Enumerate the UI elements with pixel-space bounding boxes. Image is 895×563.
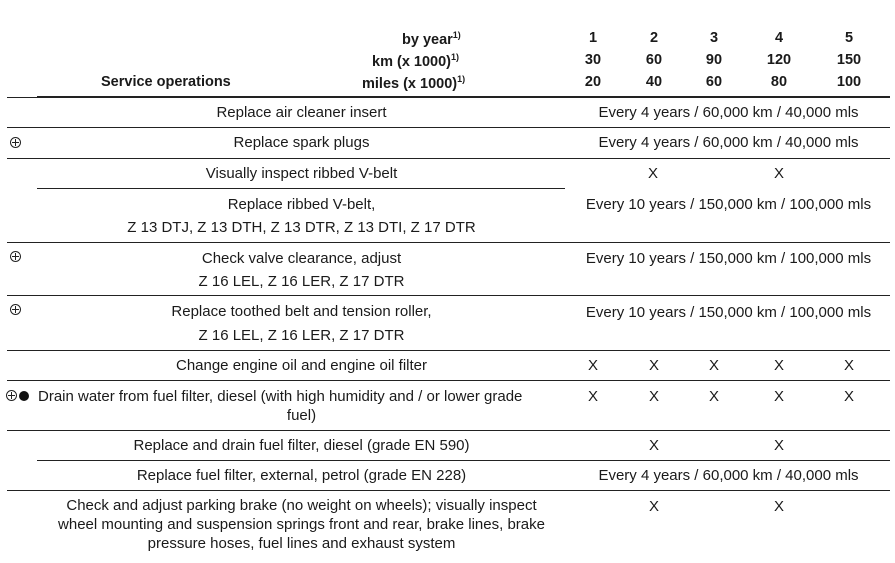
row-divider <box>7 242 890 243</box>
operation-text: Check and adjust parking brake (no weight on wheels); visually inspect <box>66 497 537 514</box>
km-1: 30 <box>584 52 602 68</box>
year-1: 1 <box>588 30 598 46</box>
operation-text: Replace spark plugs <box>233 134 370 151</box>
interval-mark-year-2: X <box>648 498 659 515</box>
miles-4: 80 <box>770 74 788 90</box>
row-divider <box>7 430 890 431</box>
operation-text: Check valve clearance, adjust <box>201 250 402 267</box>
miles-2: 40 <box>645 74 663 90</box>
operation-text: Replace and drain fuel filter, diesel (grade EN 590) <box>133 437 470 454</box>
row-divider <box>7 380 890 381</box>
interval-mark-year-3: X <box>708 357 719 374</box>
operation-text: Drain water from fuel filter, diesel (with high humidity and / or lower grade <box>38 388 523 405</box>
row-divider <box>7 490 890 491</box>
km-2: 60 <box>645 52 663 68</box>
operation-text: Replace ribbed V-belt, <box>227 196 376 213</box>
km-4: 120 <box>766 52 792 68</box>
interval-mark-year-4: X <box>773 437 784 454</box>
interval-mark-year-4: X <box>773 498 784 515</box>
header-rule <box>37 96 890 98</box>
interval-text: Every 10 years / 150,000 km / 100,000 mls <box>585 304 872 321</box>
operation-text: Replace fuel filter, external, petrol (grade EN 228) <box>136 467 467 484</box>
interval-mark-year-4: X <box>773 388 784 405</box>
operation-text: Replace air cleaner insert <box>216 104 387 121</box>
interval-mark-year-5: X <box>843 388 854 405</box>
operation-text: Visually inspect ribbed V-belt <box>205 165 398 182</box>
operation-text: wheel mounting and suspension springs front and rear, brake lines, brake <box>58 516 545 533</box>
operation-text: Z 13 DTJ, Z 13 DTH, Z 13 DTR, Z 13 DTI, Z 17 DTR <box>127 219 476 236</box>
miles-3: 60 <box>705 74 723 90</box>
interval-mark-year-2: X <box>648 357 659 374</box>
row-divider <box>7 350 890 351</box>
maintenance-symbol-icon <box>10 137 21 148</box>
header-by-year: by year$^{1)}$ <box>402 30 461 48</box>
interval-text: Every 4 years / 60,000 km / 40,000 mls <box>598 104 859 121</box>
interval-mark-year-4: X <box>773 165 784 182</box>
year-2: 2 <box>649 30 659 46</box>
interval-text: Every 10 years / 150,000 km / 100,000 mls <box>585 250 872 267</box>
miles-5: 100 <box>836 74 862 90</box>
maintenance-symbol-icon <box>10 304 21 315</box>
row-divider <box>37 188 565 189</box>
km-5: 150 <box>836 52 862 68</box>
year-5: 5 <box>844 30 854 46</box>
interval-mark-year-4: X <box>773 357 784 374</box>
year-4: 4 <box>774 30 784 46</box>
interval-mark-year-3: X <box>708 388 719 405</box>
operation-text: Z 16 LEL, Z 16 LER, Z 17 DTR <box>198 273 405 290</box>
operation-text: fuel) <box>286 407 317 424</box>
filled-dot-icon <box>19 391 29 401</box>
interval-mark-year-2: X <box>648 437 659 454</box>
interval-mark-year-1: X <box>587 357 598 374</box>
header-km: km (x 1000)$^{1)}$ <box>372 52 460 70</box>
operation-text: pressure hoses, fuel lines and exhaust system <box>147 535 456 552</box>
miles-1: 20 <box>584 74 602 90</box>
row-divider <box>37 460 890 461</box>
row-divider <box>7 295 890 296</box>
interval-mark-year-2: X <box>648 388 659 405</box>
header-miles: miles (x 1000)$^{1)}$ <box>362 74 466 92</box>
interval-text: Every 4 years / 60,000 km / 40,000 mls <box>598 134 859 151</box>
maintenance-symbol-icon <box>10 251 21 262</box>
interval-mark-year-5: X <box>843 357 854 374</box>
interval-text: Every 4 years / 60,000 km / 40,000 mls <box>598 467 859 484</box>
row-divider <box>7 158 890 159</box>
interval-mark-year-2: X <box>647 165 658 182</box>
km-3: 90 <box>705 52 723 68</box>
maintenance-symbol-icon <box>6 390 17 401</box>
header-service-operations: Service operations <box>101 74 231 90</box>
interval-text: Every 10 years / 150,000 km / 100,000 mls <box>585 196 872 213</box>
operation-text: Replace toothed belt and tension roller, <box>171 303 432 320</box>
operation-text: Change engine oil and engine oil filter <box>175 357 427 374</box>
year-3: 3 <box>709 30 719 46</box>
operation-text: Z 16 LEL, Z 16 LER, Z 17 DTR <box>198 327 405 344</box>
interval-mark-year-1: X <box>587 388 598 405</box>
row-divider <box>7 127 890 128</box>
header-rule-stub <box>7 97 37 98</box>
